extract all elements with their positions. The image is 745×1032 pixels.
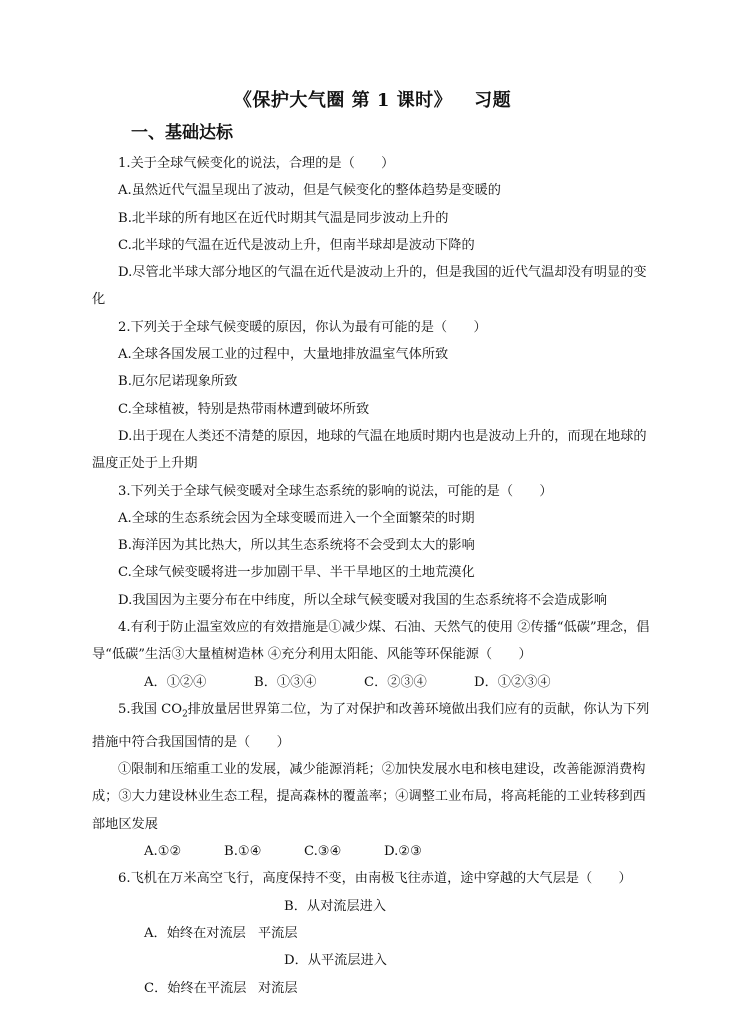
question-5-detail: ①限制和压缩重工业的发展，减少能源消耗；②加快发展水电和核电建设，改善能源消费构成；③大力建设林业生态工程，提高森林的覆盖率；④调整工业布局，将高耗能的工业转移到西部地区发展 xyxy=(92,762,646,832)
question-1-option-d: D.尽管北半球大部分地区的气温在近代是波动上升的，但是我国的近代气温却没有明显的变化 xyxy=(92,265,647,308)
question-6-option-b: B．从对流层进入平流层 xyxy=(258,898,387,941)
question-1-option-a: A.虽然近代气温呈现出了波动，但是气候变化的整体趋势是变暖的 xyxy=(118,183,501,199)
page-title xyxy=(0,86,745,112)
question-6-options-row-2 xyxy=(92,947,657,1002)
title-main: 《保护大气圈 第 1 课时》 xyxy=(233,90,453,111)
question-2-stem: 2.下列关于全球气候变暖的原因，你认为最有可能的是（ ） xyxy=(118,319,487,335)
question-2-option-b: B.厄尔尼诺现象所致 xyxy=(118,374,238,390)
question-2-option-c: C.全球植被，特别是热带雨林遭到破坏所致 xyxy=(118,401,370,417)
question-3-option-c: C.全球气候变暖将进一步加剧干旱、半干旱地区的土地荒漠化 xyxy=(118,565,475,581)
question-6-option-c: C．始终在平流层 xyxy=(144,980,247,996)
question-5-option-c: C.③④ xyxy=(304,844,342,860)
question-1-stem: 1.关于全球气候变化的说法，合理的是（ ） xyxy=(118,156,395,171)
question-1-option-b: B.北半球的所有地区在近代时期其气温是同步波动上升的 xyxy=(118,210,449,226)
question-4-option-d: D．①②③④ xyxy=(474,674,551,690)
question-6-option-d: D．从平流层进入对流层 xyxy=(258,953,387,996)
question-5-options xyxy=(92,838,657,865)
question-3-option-d: D.我国因为主要分布在中纬度，所以全球气候变暖对我国的生态系统将不会造成影响 xyxy=(118,592,608,608)
question-5-option-a: A.①② xyxy=(144,844,182,860)
question-6-option-a: A．始终在对流层 xyxy=(144,925,246,941)
question-3-option-b: B.海洋因为其比热大，所以其生态系统将不会受到太大的影响 xyxy=(118,538,475,554)
question-4-stem: 4.有利于防止温室效应的有效措施是①减少煤、石油、天然气的使用 ②传播“低碳”理念，倡导“低碳”生活③大量植树造林 ④充分利用太阳能、风能等环保能源（ ） xyxy=(92,620,650,663)
question-2-option-a: A.全球各国发展工业的过程中，大量地排放温室气体所致 xyxy=(118,347,449,363)
question-5-option-d: D.②③ xyxy=(384,844,422,860)
question-6-options-row-1 xyxy=(92,893,657,948)
question-5-stem-post: 排放量居世界第二位，为了对保护和改善环境做出我们应有的贡献，你认为下列措施中符合我国国情的是（ ） xyxy=(92,701,650,750)
question-5-option-b: B.①④ xyxy=(224,844,262,860)
question-4-option-c: C．②③④ xyxy=(364,674,427,690)
question-5-stem-sub: 2 xyxy=(182,709,188,720)
question-4-options xyxy=(92,669,657,696)
questions-body xyxy=(92,150,657,1002)
title-tail: 习题 xyxy=(474,90,512,111)
question-6-stem: 6.飞机在万米高空飞行，高度保持不变，由南极飞往赤道，途中穿越的大气层是（ ） xyxy=(118,871,632,887)
question-4-option-b: B．①③④ xyxy=(254,674,317,690)
question-5-stem xyxy=(92,696,657,756)
question-1-option-c: C.北半球的气温在近代是波动上升，但南半球却是波动下降的 xyxy=(118,237,475,253)
question-2-option-d: D.出于现在人类还不清楚的原因，地球的气温在地质时期内也是波动上升的，而现在地球的温度正处于上升期 xyxy=(92,428,647,472)
section-heading: 一、基础达标 xyxy=(131,123,233,143)
question-3-option-a: A.全球的生态系统会因为全球变暖而进入一个全面繁荣的时期 xyxy=(118,510,475,526)
question-5-stem-pre: 5.我国 CO xyxy=(118,701,183,717)
question-3-stem: 3.下列关于全球气候变暖对全球生态系统的影响的说法，可能的是（ ） xyxy=(118,483,553,499)
question-4-option-a: A．①②④ xyxy=(144,674,207,690)
